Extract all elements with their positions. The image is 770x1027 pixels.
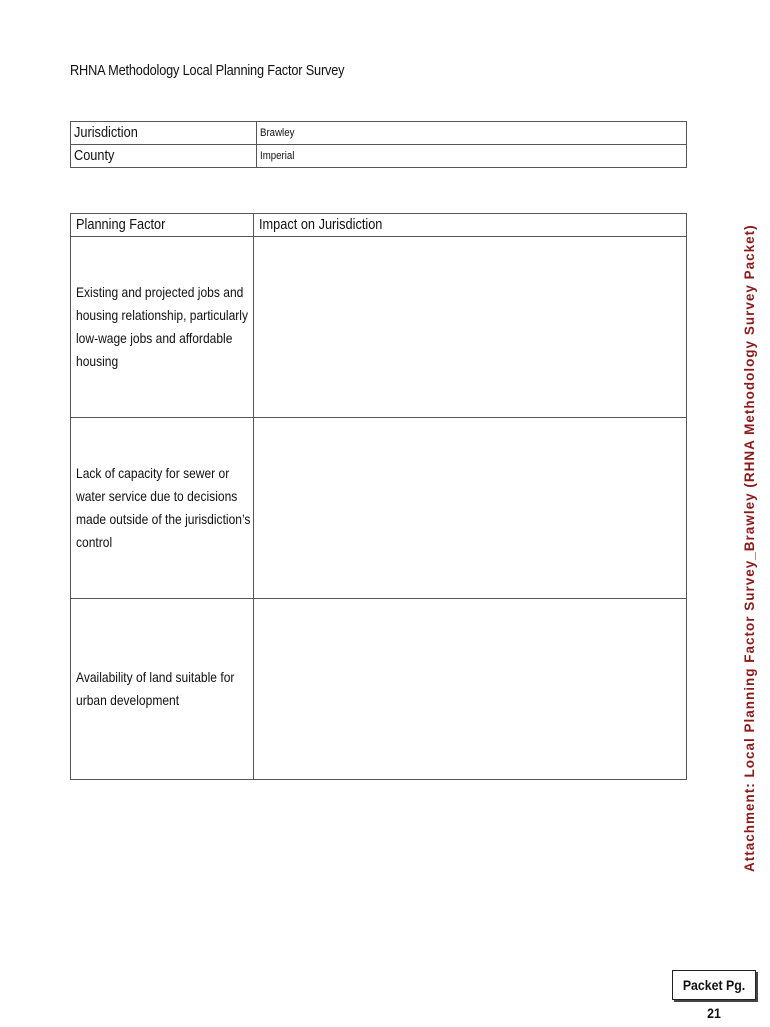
planning-factor-cell: Availability of land suitable for urban development xyxy=(71,599,254,780)
planning-factor-table xyxy=(70,213,687,780)
jurisdiction-table xyxy=(70,121,687,168)
table-row xyxy=(71,122,687,145)
impact-cell[interactable] xyxy=(254,237,687,418)
table-header-row xyxy=(71,214,687,237)
table-row xyxy=(71,599,687,780)
jurisdiction-value: Brawley xyxy=(257,122,687,145)
planning-factor-cell: Lack of capacity for sewer or water service due to decisions made outside of the jurisdiction’s control xyxy=(71,418,254,599)
county-value: Imperial xyxy=(257,145,687,168)
column-header-impact: Impact on Jurisdiction xyxy=(254,214,687,237)
table-row xyxy=(71,145,687,168)
document-title: RHNA Methodology Local Planning Factor Survey xyxy=(70,63,345,79)
county-label: County xyxy=(71,145,257,168)
table-row xyxy=(71,237,687,418)
jurisdiction-label: Jurisdiction xyxy=(71,122,257,145)
table-row xyxy=(71,418,687,599)
attachment-side-stamp: Attachment: Local Planning Factor Survey_Brawley (RHNA Methodology Survey Packet) xyxy=(742,224,757,872)
packet-page-label: Packet Pg. 21 xyxy=(672,970,756,1000)
planning-factor-cell: Existing and projected jobs and housing relationship, particularly low-wage jobs and affordable housing xyxy=(71,237,254,418)
impact-cell[interactable] xyxy=(254,599,687,780)
impact-cell[interactable] xyxy=(254,418,687,599)
column-header-planning-factor: Planning Factor xyxy=(71,214,254,237)
